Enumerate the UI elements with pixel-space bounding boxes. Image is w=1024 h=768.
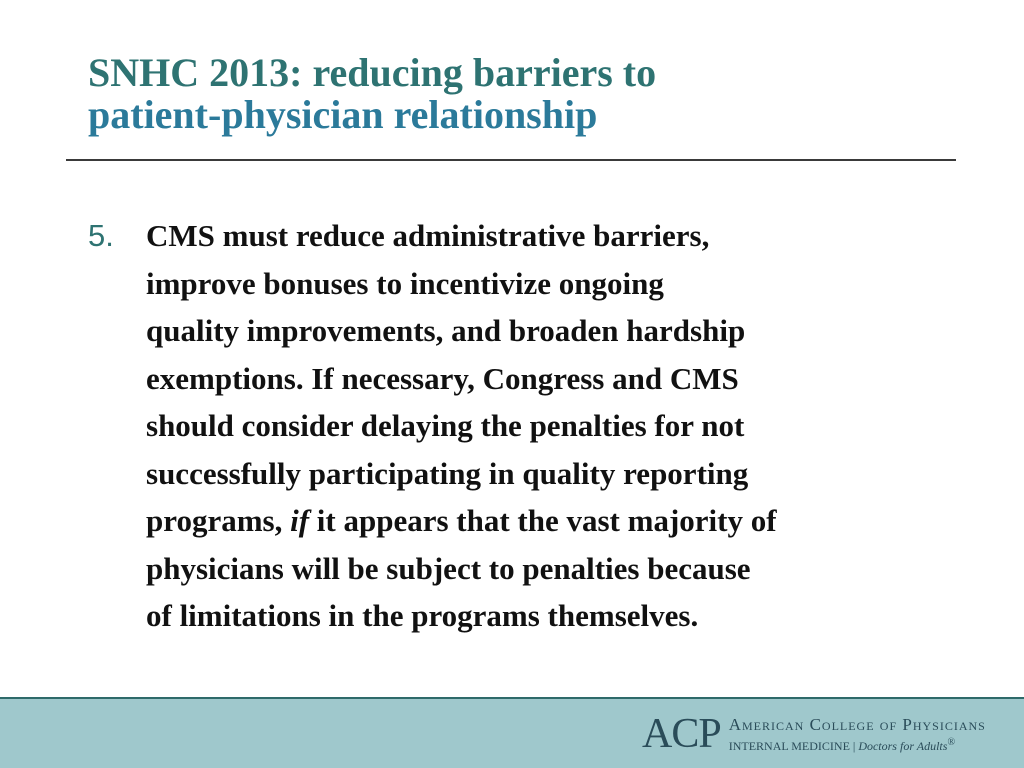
item-line: physicians will be subject to penalties because — [146, 550, 751, 586]
acp-logo — [642, 711, 986, 757]
item-line7-emphasis: if — [290, 503, 310, 538]
registered-mark: ® — [947, 736, 956, 748]
item-line: CMS must reduce administrative barriers, — [146, 218, 710, 253]
item-line: improve bonuses to incentivize ongoing — [146, 265, 664, 301]
logo-mark: ACP — [642, 711, 721, 757]
item-line7-after: it appears that the vast majority of — [309, 503, 777, 538]
logo-tagline-row — [729, 735, 986, 754]
logo-organization-name: American College of Physicians — [728, 714, 986, 734]
item-text — [146, 212, 968, 640]
item-line: successfully participating in quality reporting — [146, 455, 749, 491]
title-line-2: patient-physician relationship — [88, 92, 598, 137]
item-line: exemptions. If necessary, Congress and CMS — [146, 360, 739, 396]
item-line: quality improvements, and broaden hardship — [146, 313, 746, 348]
logo-text — [729, 715, 986, 754]
logo-separator: | — [849, 738, 859, 753]
logo-tagline: Doctors for Adults — [858, 738, 948, 753]
logo-specialty: INTERNAL MEDICINE — [728, 738, 850, 753]
footer-bar — [0, 699, 1024, 768]
title-line-1: SNHC 2013: reducing barriers to — [88, 50, 657, 95]
item-line: should consider delaying the penalties for not — [146, 408, 745, 443]
item-line — [146, 497, 968, 545]
item-line: of limitations in the programs themselves. — [146, 598, 699, 633]
title-divider — [66, 159, 956, 161]
item-line7-before: programs, — [146, 503, 291, 538]
slide-title — [88, 52, 958, 136]
item-number: 5. — [88, 218, 114, 253]
